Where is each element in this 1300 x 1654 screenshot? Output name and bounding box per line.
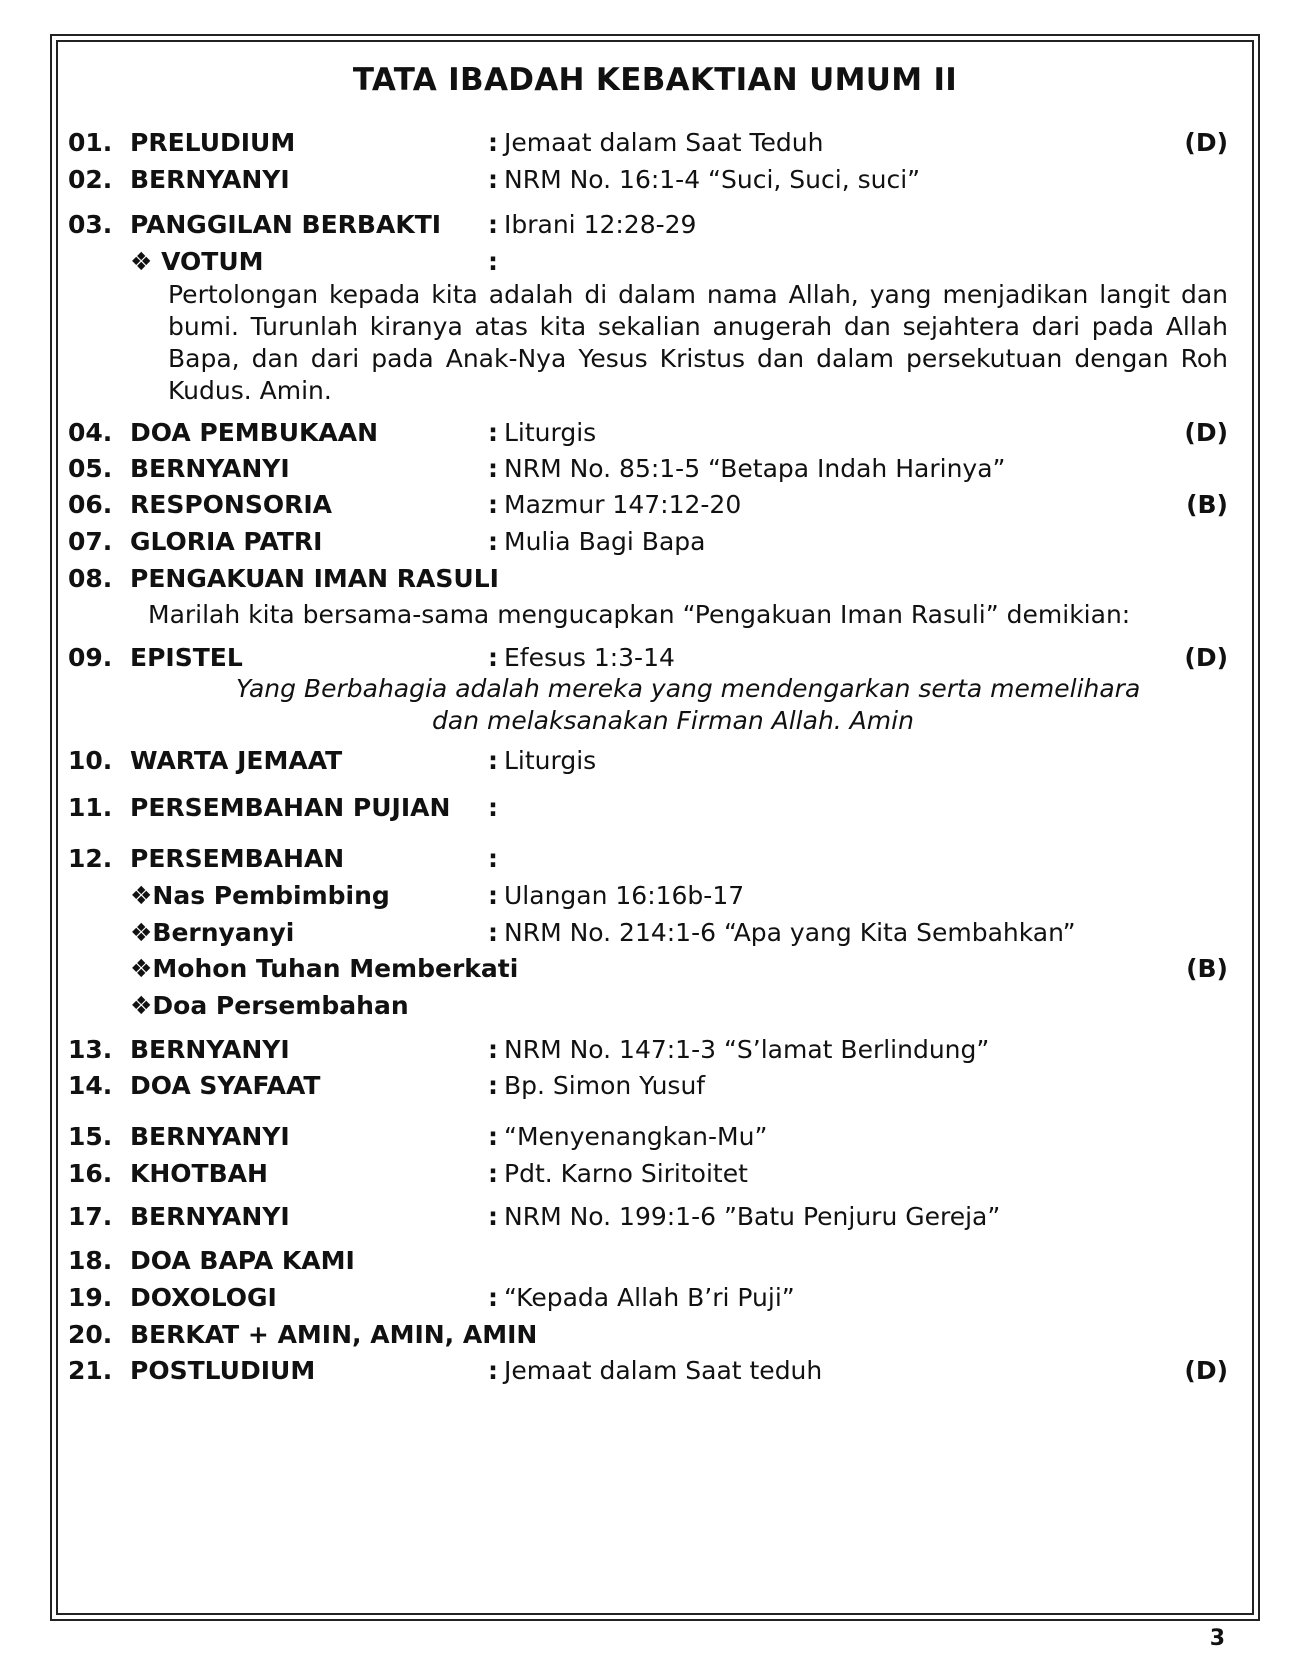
- item-value: Mulia Bagi Bapa: [504, 527, 706, 556]
- service-item: [68, 641, 1228, 675]
- item-colon: :: [488, 454, 498, 483]
- item-label: POSTLUDIUM: [130, 1356, 316, 1385]
- item-colon: :: [488, 1122, 498, 1151]
- subitem-value: NRM No. 214:1-6 “Apa yang Kita Sembahkan”: [504, 918, 1076, 947]
- item-colon: :: [488, 1356, 498, 1385]
- item-value: Liturgis: [504, 746, 597, 775]
- item-value: Liturgis: [504, 418, 597, 447]
- item-label: GLORIA PATRI: [130, 527, 323, 556]
- item-value: NRM No. 147:1-3 “S’lamat Berlindung”: [504, 1035, 990, 1064]
- persembahan-subitem: [68, 916, 1228, 950]
- service-item: [68, 1120, 1228, 1154]
- service-item: [68, 1200, 1228, 1234]
- item-number: 12.: [68, 844, 113, 873]
- item-label: RESPONSORIA: [130, 490, 332, 519]
- item-number: 13.: [68, 1035, 113, 1064]
- item-colon: :: [488, 210, 498, 239]
- item-code: (B): [1186, 490, 1228, 519]
- persembahan-subitem: [68, 879, 1228, 913]
- votum-colon: :: [488, 247, 498, 276]
- votum-label: ❖ VOTUM: [130, 247, 264, 276]
- votum-text: Pertolongan kepada kita adalah di dalam nama Allah, yang menjadikan langit dan bumi. Turunlah kiranya atas kita sekalian anugerah dan sejahtera dari pada Allah Bapa, dan dari pada Anak-Nya Yesus Kristus dan dalam persekutuan dengan Roh Kudus. Amin.: [168, 280, 1228, 405]
- page-number: 3: [1209, 1626, 1225, 1651]
- subitem-code: (B): [1186, 954, 1228, 983]
- item-number: 17.: [68, 1202, 113, 1231]
- item-value: Jemaat dalam Saat Teduh: [504, 128, 824, 157]
- subitem-value: Ulangan 16:16b-17: [504, 881, 745, 910]
- item-colon: :: [488, 1159, 498, 1188]
- item-label: PENGAKUAN IMAN RASULI: [130, 564, 499, 593]
- item-colon: :: [488, 165, 498, 194]
- item-label: PANGGILAN BERBAKTI: [130, 210, 442, 239]
- item-colon: :: [488, 1283, 498, 1312]
- item-number: 04.: [68, 418, 113, 447]
- item-colon: :: [488, 746, 498, 775]
- pengakuan-text: Marilah kita bersama-sama mengucapkan “Pengakuan Iman Rasuli” demikian:: [148, 600, 1131, 629]
- item-number: 14.: [68, 1071, 113, 1100]
- item-colon: :: [488, 1071, 498, 1100]
- service-item: [68, 1069, 1228, 1103]
- item-colon: :: [488, 128, 498, 157]
- epistel-response-line-2: dan melaksanakan Firman Allah. Amin: [432, 706, 914, 735]
- service-item: [68, 416, 1228, 450]
- subitem-colon: :: [488, 881, 498, 910]
- item-label: PERSEMBAHAN: [130, 844, 345, 873]
- item-number: 02.: [68, 165, 113, 194]
- item-number: 16.: [68, 1159, 113, 1188]
- item-label: DOA BAPA KAMI: [130, 1246, 355, 1275]
- subitem-colon: :: [488, 918, 498, 947]
- item-number: 15.: [68, 1122, 113, 1151]
- item-label: PERSEMBAHAN PUJIAN: [130, 793, 451, 822]
- item-number: 05.: [68, 454, 113, 483]
- service-item: [68, 1354, 1228, 1388]
- item-value: NRM No. 16:1-4 “Suci, Suci, suci”: [504, 165, 921, 194]
- item-label: BERKAT + AMIN, AMIN, AMIN: [130, 1320, 538, 1349]
- service-item: [68, 163, 1228, 197]
- item-colon: :: [488, 844, 498, 873]
- persembahan-subitem: [68, 952, 1228, 986]
- subitem-label: ❖Doa Persembahan: [130, 991, 409, 1020]
- service-item: [68, 488, 1228, 522]
- item-number: 08.: [68, 564, 113, 593]
- item-label: DOA SYAFAAT: [130, 1071, 321, 1100]
- item-value: Mazmur 147:12-20: [504, 490, 742, 519]
- item-number: 03.: [68, 210, 113, 239]
- item-colon: :: [488, 490, 498, 519]
- item-number: 06.: [68, 490, 113, 519]
- page-title: TATA IBADAH KEBAKTIAN UMUM II: [352, 62, 958, 98]
- item-colon: :: [488, 793, 498, 822]
- item-number: 21.: [68, 1356, 113, 1385]
- item-value: “Kepada Allah B’ri Puji”: [504, 1283, 795, 1312]
- service-item: [68, 1281, 1228, 1315]
- service-item: [68, 562, 1228, 596]
- item-colon: :: [488, 418, 498, 447]
- service-item: [68, 1033, 1228, 1067]
- item-colon: :: [488, 643, 498, 672]
- service-item: [68, 452, 1228, 486]
- item-number: 10.: [68, 746, 113, 775]
- item-number: 19.: [68, 1283, 113, 1312]
- service-item: [68, 791, 1228, 825]
- item-label: DOXOLOGI: [130, 1283, 277, 1312]
- item-value: Ibrani 12:28-29: [504, 210, 697, 239]
- item-value: Efesus 1:3-14: [504, 643, 675, 672]
- item-value: Bp. Simon Yusuf: [504, 1071, 706, 1100]
- subitem-label: ❖Mohon Tuhan Memberkati: [130, 954, 519, 983]
- service-item: [68, 744, 1228, 778]
- item-code: (D): [1184, 1356, 1228, 1385]
- item-code: (D): [1184, 128, 1228, 157]
- service-item: [68, 208, 1228, 242]
- item-label: DOA PEMBUKAAN: [130, 418, 379, 447]
- item-value: Pdt. Karno Siritoitet: [504, 1159, 748, 1188]
- subitem-label: ❖Nas Pembimbing: [130, 881, 390, 910]
- item-label: BERNYANYI: [130, 165, 290, 194]
- item-label: KHOTBAH: [130, 1159, 268, 1188]
- item-number: 01.: [68, 128, 113, 157]
- subitem-label: ❖Bernyanyi: [130, 918, 295, 947]
- item-label: EPISTEL: [130, 643, 243, 672]
- item-number: 18.: [68, 1246, 113, 1275]
- service-item: [68, 842, 1228, 876]
- item-label: WARTA JEMAAT: [130, 746, 343, 775]
- persembahan-subitem: [68, 989, 1228, 1023]
- service-item: [68, 525, 1228, 559]
- service-item: [68, 1157, 1228, 1191]
- service-item: [68, 1244, 1228, 1278]
- item-number: 07.: [68, 527, 113, 556]
- item-colon: :: [488, 527, 498, 556]
- item-value: NRM No. 85:1-5 “Betapa Indah Harinya”: [504, 454, 1006, 483]
- item-value: “Menyenangkan-Mu”: [504, 1122, 768, 1151]
- item-colon: :: [488, 1202, 498, 1231]
- item-value: NRM No. 199:1-6 ”Batu Penjuru Gereja”: [504, 1202, 1001, 1231]
- item-code: (D): [1184, 418, 1228, 447]
- item-label: PRELUDIUM: [130, 128, 296, 157]
- item-label: BERNYANYI: [130, 454, 290, 483]
- epistel-response-line-1: Yang Berbahagia adalah mereka yang mendengarkan serta memelihara: [236, 674, 1141, 703]
- service-item: [68, 1318, 1228, 1352]
- votum-row: [68, 245, 1228, 279]
- service-item: [68, 126, 1228, 160]
- item-number: 09.: [68, 643, 113, 672]
- item-label: BERNYANYI: [130, 1202, 290, 1231]
- item-colon: :: [488, 1035, 498, 1064]
- item-code: (D): [1184, 643, 1228, 672]
- item-label: BERNYANYI: [130, 1035, 290, 1064]
- item-label: BERNYANYI: [130, 1122, 290, 1151]
- item-number: 11.: [68, 793, 113, 822]
- item-number: 20.: [68, 1320, 113, 1349]
- item-value: Jemaat dalam Saat teduh: [504, 1356, 823, 1385]
